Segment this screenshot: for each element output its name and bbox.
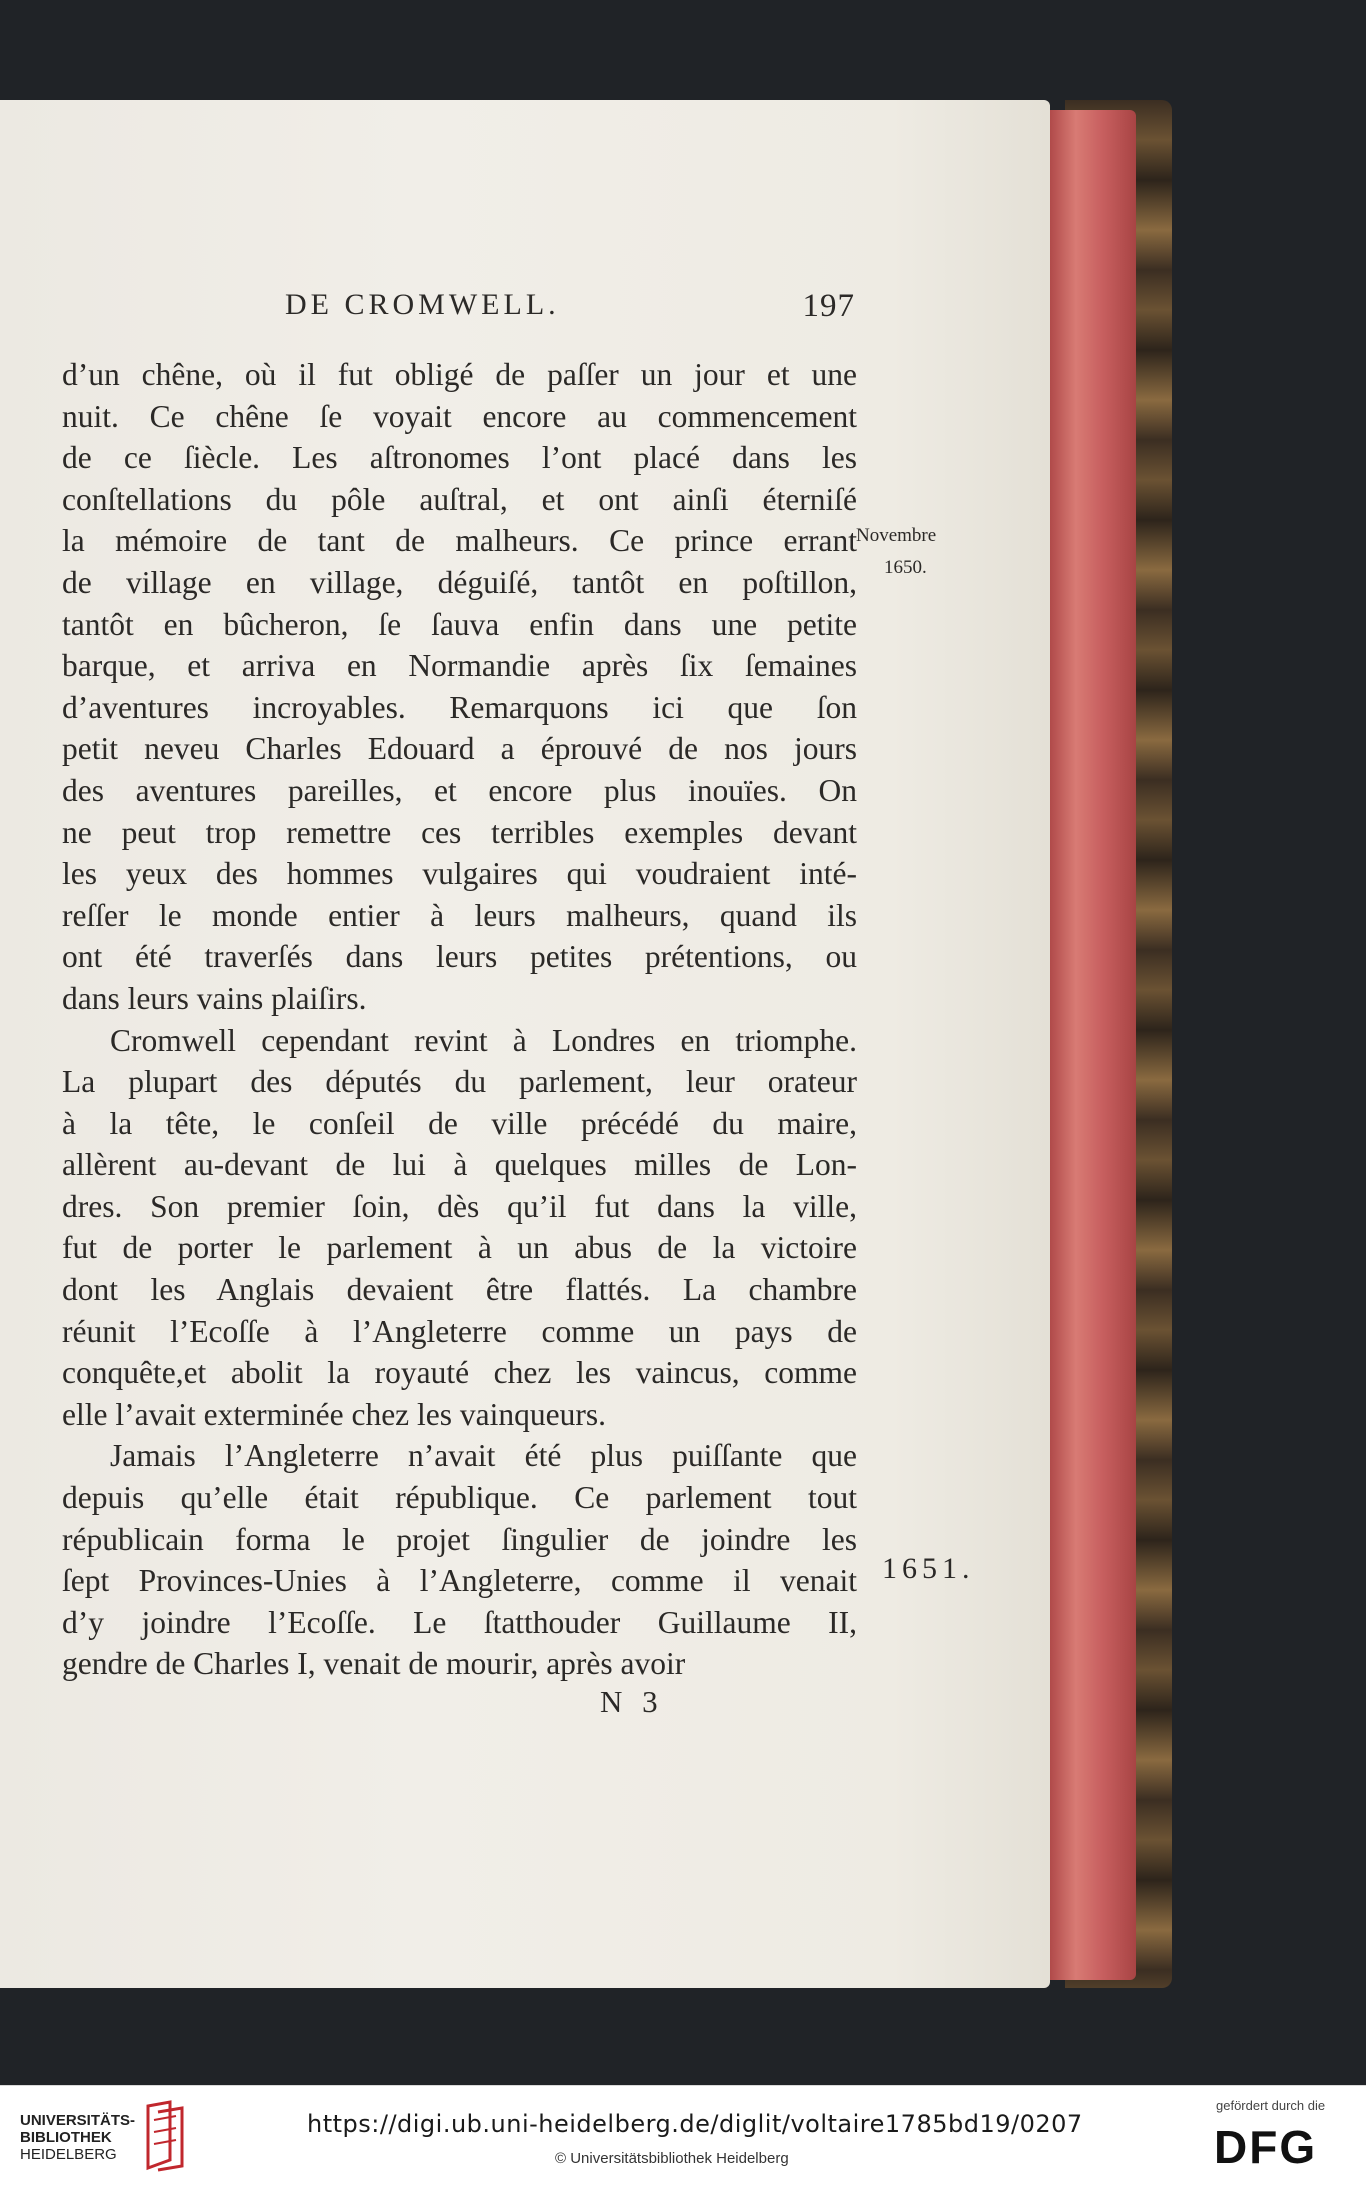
text-line: dont les Anglais devaient être flattés. La chambre: [62, 1272, 857, 1308]
logo-line-1: UNIVERSITÄTS-: [20, 2112, 136, 2129]
copyright-notice: © Universitätsbibliothek Heidelberg: [555, 2150, 789, 2167]
text-line: gendre de Charles I, venait de mourir, après avoir: [62, 1646, 686, 1682]
footer-bar: [0, 2085, 1366, 2187]
header-title: DE CROMWELL.: [285, 288, 560, 321]
text-line: la mémoire de tant de malheurs. Ce prince errant: [62, 523, 857, 559]
text-line: ont été traverſés dans leurs petites prétentions, ou: [62, 939, 857, 975]
margin-note-month: Novembre: [856, 525, 937, 546]
library-logo-text: [20, 2112, 135, 2163]
text-line: nuit. Ce chêne ſe voyait encore au commencement: [62, 398, 857, 434]
text-line: fut de porter le parlement à un abus de la victoire: [62, 1230, 857, 1266]
text-line: Jamais l’Angleterre n’avait été plus puiſſante que: [110, 1438, 857, 1474]
text-line: conſtellations du pôle auſtral, et ont ainſi éterniſé: [62, 481, 857, 517]
text-line: elle l’avait exterminée chez les vainqueurs.: [62, 1396, 606, 1432]
running-header: [285, 280, 855, 330]
text-line: reſſer le monde entier à leurs malheurs, quand ils: [62, 897, 857, 933]
library-logo-icon: [140, 2100, 192, 2172]
text-line: allèrent au-devant de lui à quelques milles de Lon-: [62, 1147, 857, 1183]
text-line: Cromwell cependant revint à Londres en triomphe.: [110, 1022, 857, 1058]
text-line: de ce ſiècle. Les aſtronomes l’ont placé dans les: [62, 440, 857, 476]
funded-by-label: gefördert durch die: [1216, 2098, 1326, 2113]
text-line: d’y joindre l’Ecoſſe. Le ſtatthouder Guillaume II,: [62, 1604, 857, 1640]
signature-mark: N 3: [600, 1684, 664, 1719]
page-number: 197: [802, 288, 855, 324]
margin-note-year-1650: 1650.: [884, 557, 927, 578]
text-line: ſept Provinces-Unies à l’Angleterre, comme il venait: [62, 1563, 857, 1599]
text-line: républicain forma le projet ſingulier de joindre les: [62, 1521, 857, 1557]
text-line: petit neveu Charles Edouard a éprouvé de nos jours: [62, 731, 857, 767]
text-line: des aventures pareilles, et encore plus inouïes. On: [62, 772, 857, 808]
text-line: La plupart des députés du parlement, leur orateur: [62, 1064, 857, 1100]
text-line: d’aventures incroyables. Remarquons ici que ſon: [62, 689, 857, 725]
body-text: [62, 354, 857, 1685]
margin-note-year-1651: 1651.: [882, 1552, 975, 1585]
dfg-logo: DFG: [1214, 2121, 1318, 2173]
permalink-url[interactable]: https://digi.ub.uni-heidelberg.de/diglit/voltaire1785bd19/0207: [307, 2110, 1083, 2138]
text-line: dans leurs vains plaiſirs.: [62, 980, 367, 1016]
text-line: d’un chêne, où il fut obligé de paſſer un jour et une: [62, 357, 857, 392]
text-line: conquête,et abolit la royauté chez les vaincus, comme: [62, 1355, 857, 1391]
text-line: les yeux des hommes vulgaires qui voudraient inté-: [62, 856, 857, 892]
text-line: barque, et arriva en Normandie après ſix ſemaines: [62, 648, 857, 684]
logo-line-2: BIBLIOTHEK: [20, 2129, 112, 2146]
text-line: de village en village, déguiſé, tantôt en poſtillon,: [62, 564, 857, 600]
logo-line-3: HEIDELBERG: [20, 2146, 117, 2163]
text-line: à la tête, le conſeil de ville précédé du maire,: [62, 1105, 857, 1141]
text-line: dres. Son premier ſoin, dès qu’il fut dans la ville,: [62, 1188, 857, 1224]
text-line: réunit l’Ecoſſe à l’Angleterre comme un pays de: [62, 1313, 857, 1349]
page-edges: [1050, 110, 1136, 1980]
text-line: ne peut trop remettre ces terribles exemples devant: [62, 814, 857, 850]
text-line: depuis qu’elle était république. Ce parlement tout: [62, 1480, 857, 1516]
text-line: tantôt en bûcheron, ſe ſauva enfin dans une petite: [62, 606, 857, 642]
